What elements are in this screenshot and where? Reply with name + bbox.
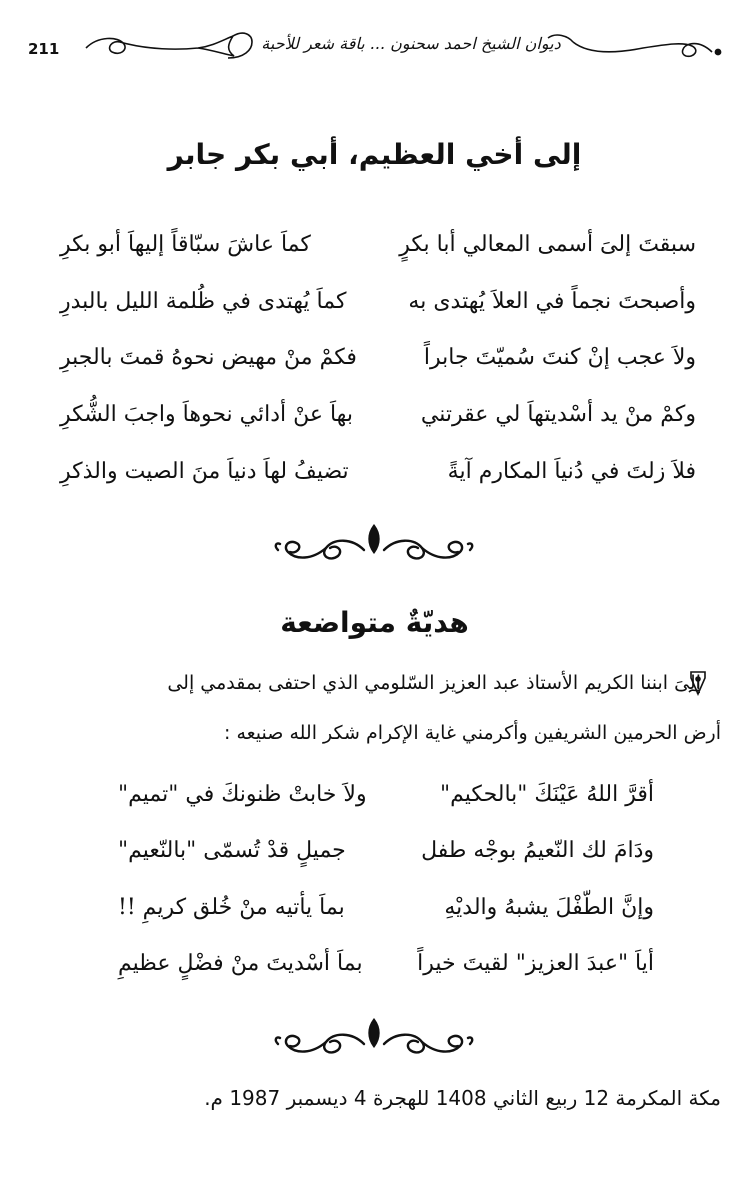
page-header <box>28 28 723 72</box>
verse-hemistich-second: كماَ يُهتدى في ظُلمة الليل بالبدرِ <box>60 289 347 314</box>
fleuron-divider-icon <box>268 1014 480 1060</box>
verse-hemistich-first: ولاَ عجب إنْ كنتَ سُميّتَ جابراً <box>423 345 696 370</box>
poem-title: إلى أخي العظيم، أبي بكر جابر <box>167 138 582 171</box>
verse-hemistich-first: وإنَّ الطّفْلَ يشبهُ والديْهِ <box>444 895 654 920</box>
verse-hemistich-second: بماَ يأتيه منْ خُلق كريمِ !! <box>118 895 345 920</box>
fleuron-divider-icon <box>268 520 480 566</box>
verse-hemistich-second: بهاَ عنْ أدائي نحوهاَ واجبَ الشُّكرِ <box>60 402 353 427</box>
verse-hemistich-first: أياَ "عبدَ العزيز" لقيتَ خيراً <box>417 951 654 976</box>
verse-hemistich-second: كماَ عاشَ سبّاقاً إليهاَ أبو بكرِ <box>60 232 311 257</box>
verse-hemistich-second: جميلٍ قدْ تُسمّى "بالنّعيم" <box>118 838 346 863</box>
poem-title: هديّةٌ متواضعة <box>280 606 469 639</box>
date-place-line: مكة المكرمة 12 ربيع الثاني 1408 للهجرة 4 ديسمبر 1987 م. <box>204 1086 721 1110</box>
page-number: 211 <box>28 40 60 58</box>
verse-hemistich-second: تضيفُ لهاَ دنياَ منَ الصيت والذكرِ <box>60 459 349 484</box>
verse-hemistich-first: وكمْ منْ يد أسْديتهاَ لي عقرتني <box>420 402 696 427</box>
verse-hemistich-first: وأصبحتَ نجماً في العلاَ يُهتدى به <box>408 289 696 314</box>
verse-hemistich-second: ولاَ خابتْ ظنونكَ في "تميم" <box>118 782 367 807</box>
verse-hemistich-second: بماَ أسْديتَ منْ فضْلٍ عظيمِ <box>118 951 363 976</box>
verse-hemistich-first: أقرَّ اللهُ عَيْنَكَ "بالحكيم" <box>440 782 654 807</box>
verse-hemistich-second: فكمْ منْ مهيض نحوهُ قمتَ بالجبرِ <box>60 345 357 370</box>
dedication-line: إلىَ ابننا الكريم الأستاذ عبد العزيز السّلومي الذي احتفى بمقدمي إلى <box>167 672 701 694</box>
verse-hemistich-first: ودَامَ لك النّعيمُ بوجْه طفل <box>421 838 654 863</box>
running-head: ديوان الشيخ احمد سحنون ... باقة شعر للأحبة <box>261 34 561 53</box>
verse-hemistich-first: سبقتَ إلىَ أسمى المعالي أبا بكرٍ <box>399 232 696 257</box>
dedication-line: أرض الحرمين الشريفين وأكرمني غاية الإكرام شكر الله صنيعه : <box>224 722 721 744</box>
verse-hemistich-first: فلاَ زلتَ في دُنياَ المكارم آيةً <box>447 459 696 484</box>
